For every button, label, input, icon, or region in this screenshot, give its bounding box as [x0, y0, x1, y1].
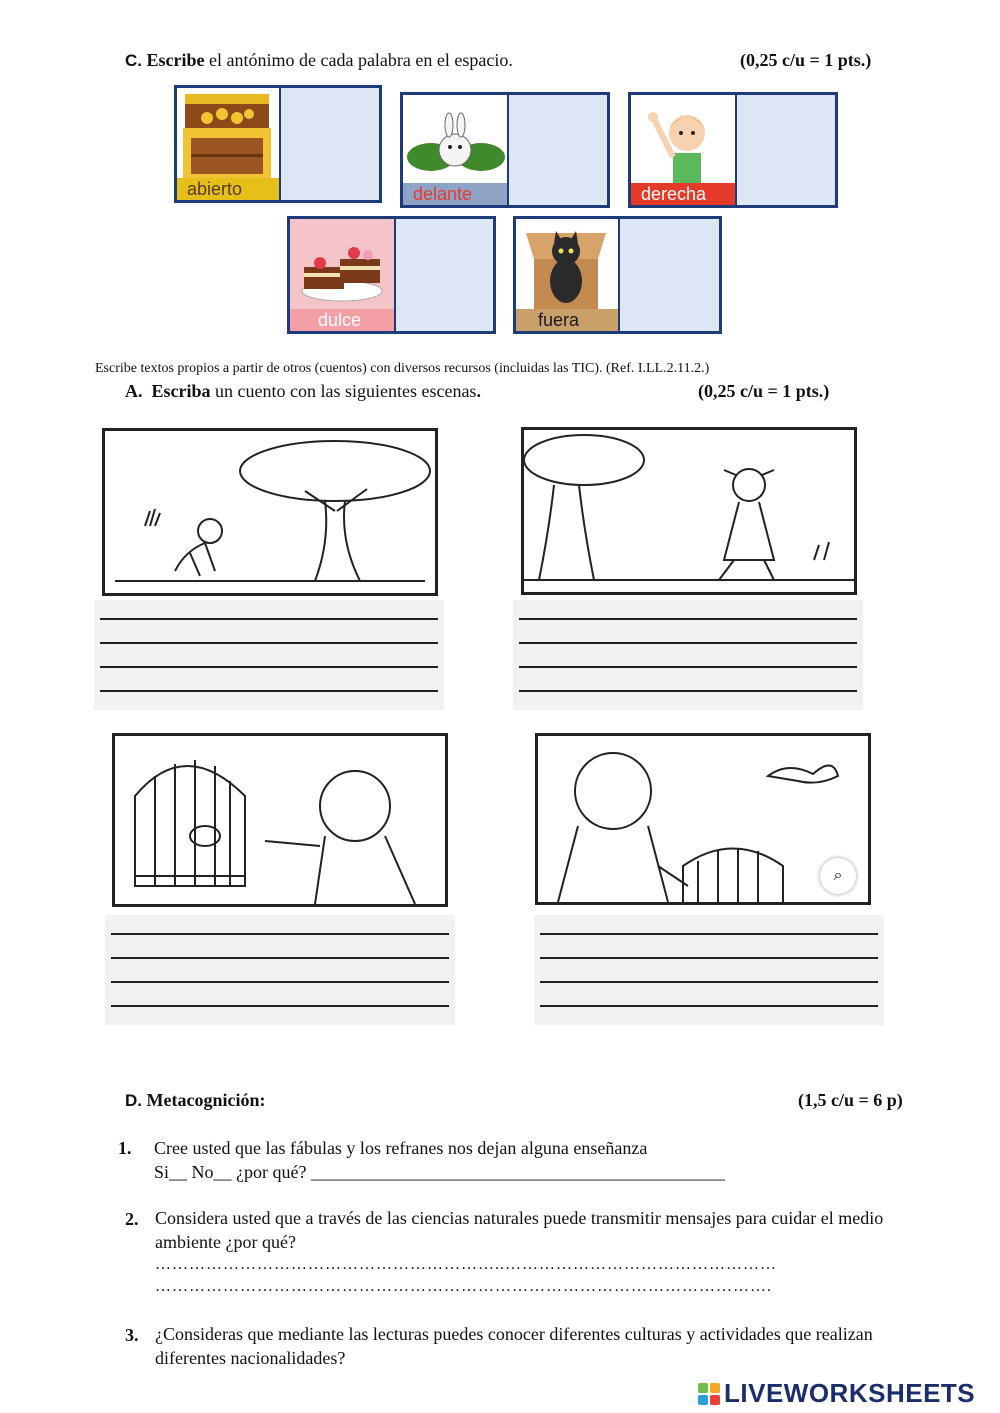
chest-picture — [177, 88, 279, 200]
girl-tree-scene-icon — [105, 431, 435, 593]
cake-icon — [290, 219, 394, 313]
antonym-card-derecha — [628, 92, 838, 208]
bunny-bush-icon — [403, 95, 507, 185]
scene-2-writing-lines — [513, 600, 863, 710]
question-2-answer-line-2[interactable]: ………………………………………………………………………………………………. — [155, 1278, 772, 1295]
antonym-answer-abierto[interactable] — [279, 88, 379, 200]
treasure-chest-icon — [177, 88, 277, 184]
writing-line[interactable] — [100, 666, 438, 668]
antonym-card-dulce — [287, 216, 496, 334]
section-c-verb: Escribe — [146, 50, 205, 70]
cake-picture — [290, 219, 394, 331]
girl-cage-scene-icon — [115, 736, 445, 904]
antonym-card-fuera — [513, 216, 722, 334]
zoom-icon[interactable]: ⌕ — [820, 858, 856, 894]
question-3-number: 3. — [125, 1325, 139, 1345]
writing-line[interactable] — [100, 642, 438, 644]
section-d-letter: D. — [125, 1091, 142, 1110]
section-a-points: (0,25 c/u = 1 pts.) — [698, 381, 830, 401]
waving-boy-icon — [631, 95, 735, 185]
card-label-derecha: derecha — [631, 183, 735, 205]
girl-bird-free-scene-icon — [538, 736, 868, 902]
writing-line[interactable] — [540, 933, 878, 935]
writing-line[interactable] — [519, 690, 857, 692]
writing-line[interactable] — [519, 618, 857, 620]
question-2-text: Considera usted que a través de las ciencias naturales puede transmitir mensajes para cuidar el medio ambiente ¿por qué? — [155, 1208, 884, 1252]
writing-line[interactable] — [519, 642, 857, 644]
section-c-instruction: el antónimo de cada palabra en el espacio. — [204, 50, 513, 70]
scene-4-writing-lines — [534, 915, 884, 1025]
writing-line[interactable] — [111, 981, 449, 983]
question-2-answer-line-1[interactable]: ……………………………………………………..………………………………………… — [155, 1256, 777, 1273]
writing-line[interactable] — [111, 933, 449, 935]
writing-line[interactable] — [540, 957, 878, 959]
scene-1-writing-lines — [94, 600, 444, 710]
scene-3-image — [112, 733, 448, 907]
card-label-delante: delante — [403, 183, 507, 205]
liveworksheets-logo — [698, 1378, 975, 1409]
girl-walking-scene-icon — [524, 430, 854, 592]
section-a-letter: A. — [125, 381, 143, 401]
cat-picture — [516, 219, 618, 331]
question-1-number: 1. — [118, 1138, 132, 1158]
scene-1-image — [102, 428, 438, 596]
brand-name: LIVEWORKSHEETS — [724, 1378, 976, 1408]
writing-line[interactable] — [100, 690, 438, 692]
antonym-answer-fuera[interactable] — [618, 219, 719, 331]
question-1-text: Cree usted que las fábulas y los refranes nos dejan alguna enseñanza — [154, 1138, 648, 1158]
writing-line[interactable] — [100, 618, 438, 620]
cat-box-icon — [516, 219, 616, 313]
card-label-dulce: dulce — [290, 309, 394, 331]
logo-grid-icon — [698, 1383, 720, 1405]
section-d-points: (1,5 c/u = 6 p) — [798, 1090, 903, 1110]
writing-line[interactable] — [111, 1005, 449, 1007]
boy-picture — [631, 95, 735, 205]
section-d-title: Metacognición: — [146, 1090, 266, 1110]
scene-3-writing-lines — [105, 915, 455, 1025]
antonym-card-delante — [400, 92, 610, 208]
card-label-fuera: fuera — [516, 309, 618, 331]
section-c-points: (0,25 c/u = 1 pts.) — [740, 50, 872, 70]
antonym-answer-derecha[interactable] — [735, 95, 835, 205]
reference-text: Escribe textos propios a partir de otros (cuentos) con diversos recursos (incluidas las TIC). (Ref. I.LL.2.11.2.) — [95, 361, 710, 376]
section-a-header — [125, 381, 481, 402]
scene-4-image — [535, 733, 871, 905]
antonym-answer-delante[interactable] — [507, 95, 607, 205]
writing-line[interactable] — [540, 981, 878, 983]
writing-line[interactable] — [519, 666, 857, 668]
question-3-text: ¿Consideras que mediante las lecturas puedes conocer diferentes culturas y actividades que realizan diferentes nacionalidades? — [155, 1324, 873, 1368]
section-d-header — [125, 1090, 265, 1111]
card-label-abierto: abierto — [177, 178, 279, 200]
scene-2-image — [521, 427, 857, 595]
section-a-period: . — [476, 381, 481, 401]
section-a-verb: Escriba — [151, 381, 211, 401]
writing-line[interactable] — [111, 957, 449, 959]
question-1-answer-line[interactable]: Si__ No__ ¿por qué? ______________________________________________ — [154, 1162, 725, 1182]
question-2-number: 2. — [125, 1209, 139, 1229]
antonym-card-abierto — [174, 85, 382, 203]
bunny-picture — [403, 95, 507, 205]
antonym-answer-dulce[interactable] — [394, 219, 493, 331]
section-c-header — [125, 50, 513, 71]
section-c-letter: C. — [125, 51, 142, 70]
writing-line[interactable] — [540, 1005, 878, 1007]
section-a-instruction: un cuento con las siguientes escenas — [210, 381, 477, 401]
